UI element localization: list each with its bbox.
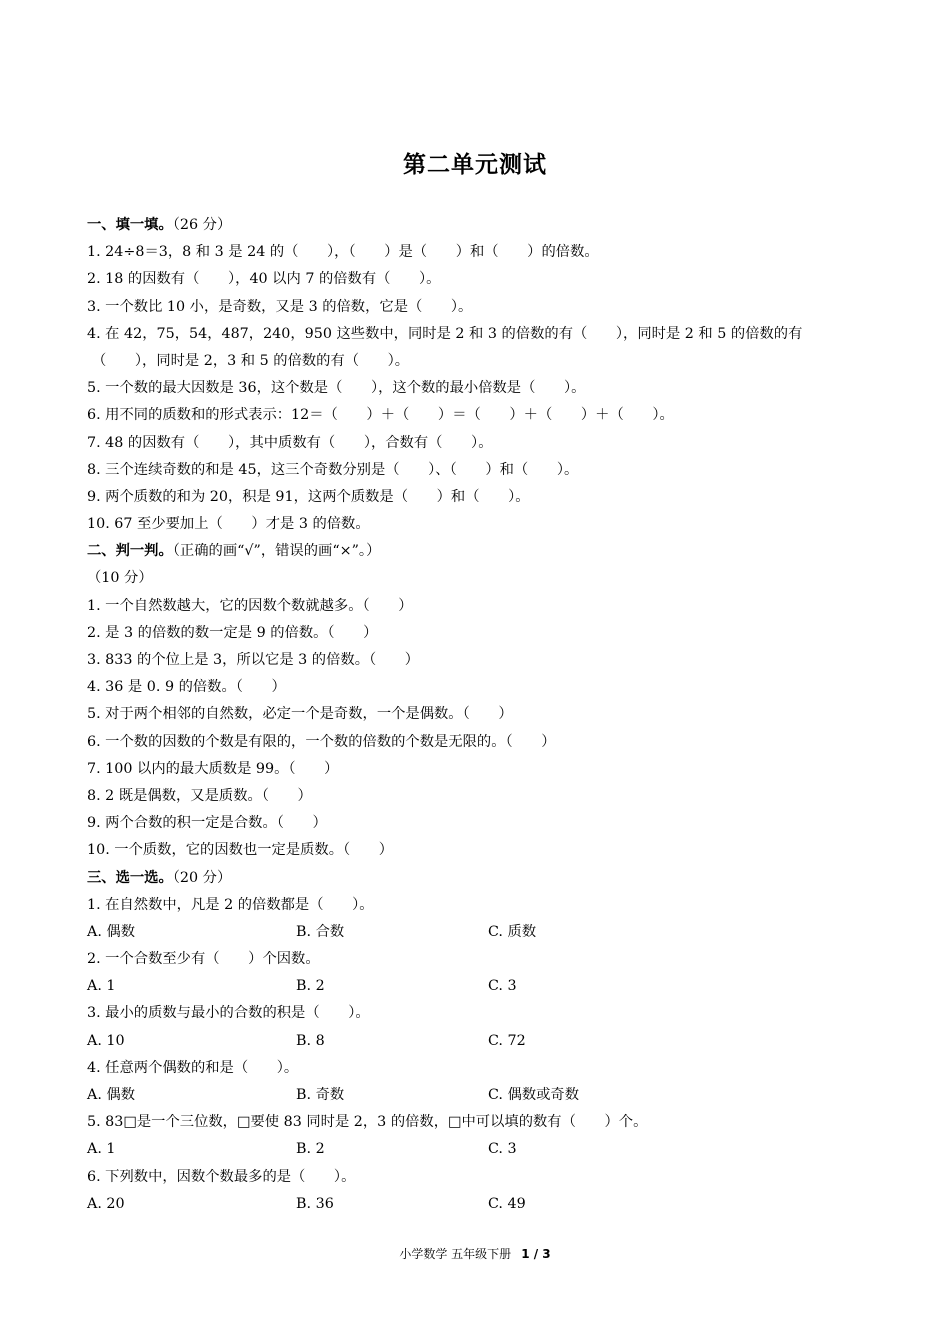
choice-options-4 — [87, 1082, 877, 1109]
section-3-heading — [87, 865, 877, 892]
option-a: A. 20 — [87, 1195, 125, 1212]
section-3-title: 三、选一选。 — [87, 869, 173, 886]
choice-question-2: 2. 一个合数至少有（ ）个因数。 — [87, 951, 320, 968]
choice-options-5 — [87, 1136, 877, 1163]
option-b: B. 合数 — [296, 923, 345, 940]
fill-question-8: 8. 三个连续奇数的和是 45，这三个奇数分别是（ ）、（ ）和（ ）。 — [87, 461, 579, 478]
section-2-score: （10 分） — [87, 570, 153, 587]
choice-options-2 — [87, 973, 877, 1000]
judge-question-1: 1. 一个自然数越大，它的因数个数就越多。（ ） — [87, 597, 413, 614]
page-number: 1 / 3 — [521, 1247, 551, 1261]
fill-question-9: 9. 两个质数的和为 20，积是 91，这两个质数是（ ）和（ ）。 — [87, 488, 530, 505]
fill-question-10: 10. 67 至少要加上（ ）才是 3 的倍数。 — [87, 516, 370, 533]
fill-question-3: 3. 一个数比 10 小，是奇数，又是 3 的倍数，它是（ ）。 — [87, 298, 473, 315]
choice-options-3 — [87, 1028, 877, 1055]
option-c: C. 质数 — [488, 923, 537, 940]
judge-question-7: 7. 100 以内的最大质数是 99。（ ） — [87, 760, 339, 777]
option-b: B. 2 — [296, 978, 325, 995]
section-1-title: 一、填一填。 — [87, 217, 173, 233]
option-b: B. 8 — [296, 1032, 325, 1049]
page-title: 第二单元测试 — [403, 152, 547, 178]
option-c: C. 3 — [488, 1141, 517, 1158]
choice-options-1 — [87, 919, 877, 946]
fill-question-6: 6. 用不同的质数和的形式表示：12＝（ ）＋（ ）＝（ ）＋（ ）＋（ ）。 — [87, 407, 674, 424]
fill-question-4: 4. 在 42，75，54，487，240，950 这些数中，同时是 2 和 3 的倍数的有（ ），同时是 2 和 5 的倍数的有 — [87, 325, 803, 342]
judge-question-6: 6. 一个数的因数的个数是有限的，一个数的倍数的个数是无限的。（ ） — [87, 733, 556, 750]
choice-options-6 — [87, 1191, 877, 1218]
option-b: B. 2 — [296, 1141, 325, 1158]
section-3-score: （20 分） — [172, 869, 232, 886]
section-1-score: （26 分） — [172, 217, 232, 233]
choice-question-5: 5. 83□是一个三位数，□要使 83 同时是 2，3 的倍数，□中可以填的数有（ ）个。 — [87, 1114, 648, 1131]
option-c: C. 49 — [488, 1195, 526, 1212]
choice-question-6: 6. 下列数中，因数个数最多的是（ ）。 — [87, 1168, 356, 1185]
test-content — [87, 212, 877, 1218]
choice-question-4: 4. 任意两个偶数的和是（ ）。 — [87, 1059, 299, 1076]
option-c: C. 偶数或奇数 — [488, 1087, 580, 1103]
judge-question-9: 9. 两个合数的积一定是合数。（ ） — [87, 815, 327, 832]
section-2-heading — [87, 538, 877, 565]
page-footer — [0, 1245, 950, 1262]
option-a: A. 10 — [87, 1032, 125, 1049]
judge-question-2: 2. 是 3 的倍数的数一定是 9 的倍数。（ ） — [87, 624, 378, 641]
option-b: B. 36 — [296, 1195, 334, 1212]
option-a: A. 1 — [87, 978, 116, 995]
footer-text: 小学数学 五年级下册 — [399, 1247, 512, 1261]
option-a: A. 偶数 — [87, 1087, 136, 1103]
choice-question-1: 1. 在自然数中，凡是 2 的倍数都是（ ）。 — [87, 896, 374, 913]
section-2-title: 二、判一判。 — [87, 543, 173, 560]
judge-question-5: 5. 对于两个相邻的自然数，必定一个是奇数，一个是偶数。（ ） — [87, 706, 513, 723]
fill-question-2: 2. 18 的因数有（ ），40 以内 7 的倍数有（ ）。 — [87, 271, 441, 288]
option-c: C. 72 — [488, 1032, 526, 1049]
option-c: C. 3 — [488, 978, 517, 995]
judge-question-3: 3. 833 的个位上是 3，所以它是 3 的倍数。（ ） — [87, 652, 420, 668]
section-2-note: （正确的画“√”，错误的画“×”。） — [172, 543, 381, 560]
option-a: A. 1 — [87, 1141, 116, 1158]
option-b: B. 奇数 — [296, 1087, 345, 1103]
fill-question-5: 5. 一个数的最大因数是 36，这个数是（ ），这个数的最小倍数是（ ）。 — [87, 380, 586, 397]
section-1-heading — [87, 212, 877, 239]
option-a: A. 偶数 — [87, 923, 136, 940]
choice-question-3: 3. 最小的质数与最小的合数的积是（ ）。 — [87, 1005, 370, 1022]
fill-question-1: 1. 24÷8＝3，8 和 3 是 24 的（ ），（ ）是（ ）和（ ）的倍数。 — [87, 244, 599, 261]
fill-question-4-continued: （ ），同时是 2，3 和 5 的倍数的有（ ）。 — [92, 352, 410, 369]
judge-question-10: 10. 一个质数，它的因数也一定是质数。（ ） — [87, 842, 394, 859]
fill-question-7: 7. 48 的因数有（ ），其中质数有（ ），合数有（ ）。 — [87, 434, 493, 451]
judge-question-4: 4. 36 是 0. 9 的倍数。（ ） — [87, 679, 286, 696]
judge-question-8: 8. 2 既是偶数，又是质数。（ ） — [87, 787, 312, 804]
